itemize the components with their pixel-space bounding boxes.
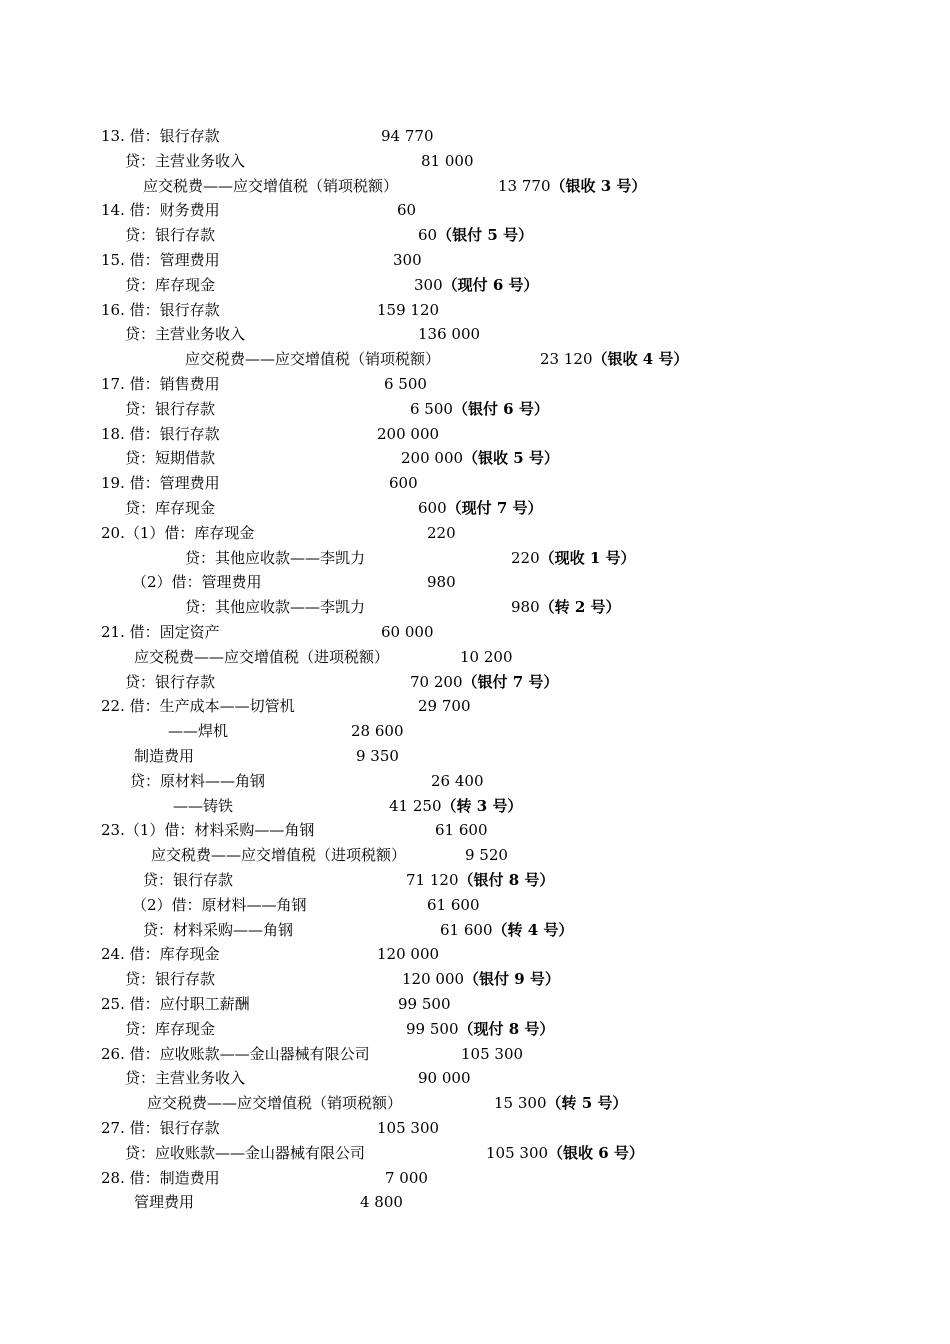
- entry-line: [0, 845, 950, 870]
- entry-line: [0, 895, 950, 920]
- account-text: 贷：主营业务收入: [125, 151, 246, 170]
- amount-text: 300: [393, 251, 422, 269]
- voucher-ref: （银付 6 号）: [452, 399, 549, 418]
- account-text: 22. 借：生产成本——切管机: [101, 697, 295, 716]
- voucher-ref: （转 2 号）: [539, 598, 621, 617]
- voucher-ref: （银付 7 号）: [462, 672, 559, 691]
- voucher-ref: （银收 6 号）: [548, 1143, 644, 1162]
- amount-text: 200 000: [377, 424, 440, 443]
- amount-text: 61 600: [440, 920, 493, 939]
- amount-text: 99 500: [406, 1019, 459, 1038]
- voucher-ref: （现付 7 号）: [446, 499, 543, 517]
- entry-line: [0, 672, 950, 697]
- entry-line: [0, 324, 950, 349]
- amount-text: 6 500: [384, 375, 427, 393]
- entry-line: [0, 1068, 950, 1093]
- account-text: 13. 借：银行存款: [101, 127, 220, 145]
- entry-line: [0, 300, 950, 325]
- amount-text: 41 250: [389, 796, 442, 815]
- amount-with-ref: [486, 1143, 644, 1163]
- entry-line: [0, 250, 950, 275]
- amount-text: 9 350: [356, 747, 399, 765]
- account-text: 管理费用: [134, 1193, 195, 1212]
- entry-line: [0, 225, 950, 250]
- amount-text: 61 600: [435, 821, 488, 840]
- entry-line: [0, 696, 950, 721]
- voucher-ref: （现付 8 号）: [458, 1019, 555, 1038]
- amount-text: 26 400: [431, 771, 484, 790]
- amount-text: 15 300: [494, 1094, 547, 1113]
- amount-text: 7 000: [385, 1168, 428, 1187]
- account-text: 贷：主营业务收入: [125, 1069, 246, 1088]
- amount-with-ref: [418, 498, 543, 518]
- amount-text: 29 700: [418, 697, 471, 716]
- amount-with-ref: [414, 275, 539, 295]
- amount-text: 60: [418, 226, 438, 245]
- voucher-ref: （银付 9 号）: [464, 970, 560, 989]
- entry-line: [0, 994, 950, 1019]
- account-text: 应交税费——应交增值税（进项税额）: [151, 846, 407, 865]
- account-text: 14. 借：财务费用: [101, 201, 220, 220]
- entry-line: [0, 572, 950, 597]
- amount-with-ref: [511, 597, 621, 617]
- amount-text: 980: [511, 598, 540, 617]
- entry-line: [0, 200, 950, 225]
- account-text: 26. 借：应收账款——金山器械有限公司: [101, 1044, 370, 1063]
- entry-line: [0, 151, 950, 176]
- account-text: 21. 借：固定资产: [101, 623, 220, 641]
- amount-with-ref: [440, 920, 573, 940]
- amount-text: 90 000: [418, 1069, 471, 1088]
- account-text: 制造费用: [134, 747, 195, 765]
- amount-text: 70 200: [410, 672, 463, 691]
- entry-line: [0, 523, 950, 548]
- entry-line: [0, 1093, 950, 1118]
- entry-line: [0, 969, 950, 994]
- entry-line: [0, 870, 950, 895]
- amount-text: 61 600: [427, 895, 480, 914]
- voucher-ref: （现收 1 号）: [539, 548, 636, 567]
- entry-line: [0, 597, 950, 622]
- amount-with-ref: [511, 548, 636, 568]
- amount-text: 9 520: [465, 846, 508, 865]
- entry-line: [0, 498, 950, 523]
- account-text: 应交税费——应交增值税（销项税额）: [185, 350, 441, 369]
- entry-line: [0, 176, 950, 201]
- account-text: 23.（1）借：材料采购——角钢: [101, 821, 315, 840]
- account-text: （2）借：管理费用: [132, 573, 262, 592]
- entry-line: [0, 126, 950, 151]
- amount-with-ref: [498, 176, 646, 196]
- amount-text: 94 770: [381, 127, 434, 145]
- voucher-ref: （银付 5 号）: [437, 226, 533, 245]
- account-text: 贷：银行存款: [143, 871, 234, 889]
- entry-line: [0, 399, 950, 424]
- account-text: 17. 借：销售费用: [101, 375, 220, 393]
- account-text: 15. 借：管理费用: [101, 251, 220, 269]
- voucher-ref: （银付 8 号）: [458, 871, 555, 889]
- entry-line: [0, 622, 950, 647]
- amount-with-ref: [406, 870, 554, 890]
- entry-line: [0, 746, 950, 771]
- entry-line: [0, 647, 950, 672]
- account-text: 27. 借：银行存款: [101, 1119, 220, 1137]
- amount-text: 600: [418, 499, 447, 517]
- amount-text: 220: [511, 548, 540, 567]
- account-text: 贷：其他应收款——李凯力: [185, 598, 366, 617]
- account-text: 20.（1）借：库存现金: [101, 523, 255, 542]
- amount-text: 6 500: [410, 399, 453, 418]
- account-text: 24. 借：库存现金: [101, 945, 220, 964]
- entry-line: [0, 920, 950, 945]
- amount-with-ref: [494, 1093, 627, 1113]
- entry-line: [0, 374, 950, 399]
- amount-with-ref: [389, 796, 522, 816]
- voucher-ref: （银收 5 号）: [463, 449, 559, 468]
- amount-text: 10 200: [460, 647, 513, 666]
- voucher-ref: （转 4 号）: [492, 920, 574, 939]
- amount-with-ref: [402, 969, 560, 989]
- amount-with-ref: [410, 672, 558, 692]
- amount-text: 159 120: [377, 300, 440, 319]
- amount-with-ref: [410, 399, 549, 419]
- account-text: 应交税费——应交增值税（进项税额）: [134, 647, 390, 666]
- entry-line: [0, 275, 950, 300]
- entry-line: [0, 944, 950, 969]
- account-text: 应交税费——应交增值税（销项税额）: [147, 1094, 403, 1113]
- entry-line: [0, 448, 950, 473]
- account-text: 贷：库存现金: [125, 275, 216, 294]
- account-text: 16. 借：银行存款: [101, 300, 220, 319]
- account-text: 贷：原材料——角钢: [130, 771, 266, 790]
- amount-text: 71 120: [406, 871, 459, 889]
- entry-line: [0, 1192, 950, 1217]
- account-text: 贷：应收账款——金山器械有限公司: [125, 1143, 366, 1162]
- amount-text: 60: [397, 201, 417, 220]
- account-text: 贷：银行存款: [125, 970, 216, 989]
- voucher-ref: （转 3 号）: [441, 796, 523, 815]
- amount-text: 220: [427, 523, 456, 542]
- account-text: 贷：主营业务收入: [125, 325, 246, 344]
- amount-text: 200 000: [401, 449, 464, 468]
- account-text: 25. 借：应付职工薪酬: [101, 995, 250, 1013]
- amount-text: 600: [389, 474, 418, 493]
- amount-text: 28 600: [351, 722, 404, 741]
- account-text: 贷：库存现金: [125, 1019, 216, 1038]
- amount-text: 23 120: [540, 350, 593, 369]
- entry-line: [0, 796, 950, 821]
- account-text: 贷：短期借款: [125, 449, 216, 468]
- account-text: ——铸铁: [173, 796, 234, 815]
- entry-line: [0, 1168, 950, 1193]
- amount-with-ref: [540, 349, 688, 369]
- entry-line: [0, 1019, 950, 1044]
- entry-line: [0, 473, 950, 498]
- amount-text: 99 500: [398, 995, 451, 1013]
- amount-text: 60 000: [381, 623, 434, 641]
- entry-line: [0, 1143, 950, 1168]
- account-text: 贷：银行存款: [125, 399, 216, 418]
- account-text: 应交税费——应交增值税（销项税额）: [143, 176, 399, 195]
- amount-text: 980: [427, 573, 456, 592]
- amount-text: 120 000: [377, 945, 440, 964]
- voucher-ref: （现付 6 号）: [442, 275, 539, 294]
- account-text: （2）借：原材料——角钢: [132, 895, 307, 914]
- voucher-ref: （银收 4 号）: [592, 350, 689, 369]
- amount-text: 81 000: [421, 151, 474, 170]
- amount-text: 105 300: [377, 1119, 440, 1137]
- entry-line: [0, 721, 950, 746]
- account-text: 贷：银行存款: [125, 226, 216, 245]
- entry-line: [0, 548, 950, 573]
- amount-text: 300: [414, 275, 443, 294]
- amount-with-ref: [418, 225, 533, 245]
- entry-line: [0, 1044, 950, 1069]
- amount-text: 105 300: [461, 1044, 524, 1063]
- account-text: 贷：材料采购——角钢: [143, 920, 294, 939]
- account-text: 19. 借：管理费用: [101, 474, 220, 493]
- amount-text: 136 000: [418, 325, 481, 344]
- account-text: 28. 借：制造费用: [101, 1168, 220, 1187]
- account-text: 18. 借：银行存款: [101, 424, 220, 443]
- amount-with-ref: [401, 448, 559, 468]
- amount-text: 4 800: [360, 1193, 403, 1212]
- amount-text: 105 300: [486, 1143, 549, 1162]
- amount-text: 13 770: [498, 176, 551, 195]
- entry-line: [0, 1118, 950, 1143]
- entry-line: [0, 820, 950, 845]
- entry-line: [0, 349, 950, 374]
- voucher-ref: （转 5 号）: [546, 1094, 628, 1113]
- amount-text: 120 000: [402, 970, 465, 989]
- amount-with-ref: [406, 1019, 554, 1039]
- account-text: ——焊机: [168, 722, 229, 741]
- account-text: 贷：库存现金: [125, 499, 216, 517]
- account-text: 贷：银行存款: [125, 672, 216, 691]
- account-text: 贷：其他应收款——李凯力: [185, 548, 366, 567]
- entry-line: [0, 424, 950, 449]
- entry-line: [0, 771, 950, 796]
- voucher-ref: （银收 3 号）: [550, 176, 647, 195]
